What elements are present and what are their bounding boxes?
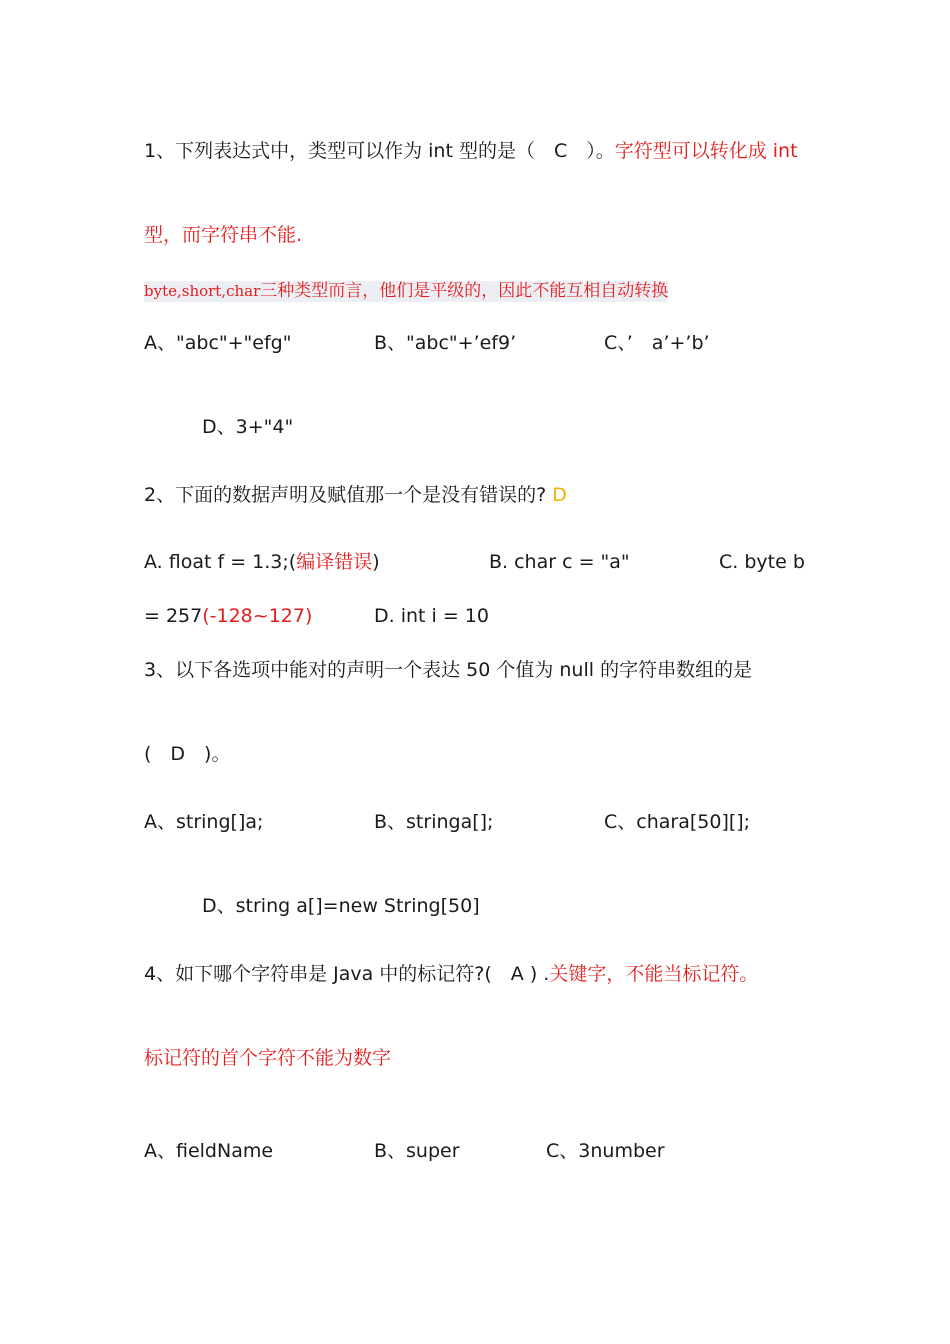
q4-note-a: 关键字，不能当标记符。 — [549, 963, 759, 985]
q2-opt-c-cont — [144, 604, 312, 628]
q1-stem: 1、下列表达式中，类型可以作为 int 型的是（ C ）。 — [144, 140, 615, 162]
q2-opt-a — [144, 550, 380, 574]
q1-hint-code: byte,short,char — [144, 282, 261, 300]
q3-answer: ( D )。 — [144, 743, 231, 765]
q2-opt-a-note: 编译错误 — [296, 551, 373, 573]
q2-opt-a-pre: A. float f = 1.3;( — [144, 551, 297, 573]
q2-answer: D — [552, 484, 567, 506]
q1-note-a: 字符型可以转化成 int — [614, 140, 798, 162]
q4-stem-line — [144, 962, 758, 986]
q3-opt-a: A、string[]a; — [144, 811, 264, 833]
q2-opt-c-pre: C. byte b — [719, 551, 805, 573]
q2-stem: 2、下面的数据声明及赋值那一个是没有错误的? — [144, 484, 547, 506]
q3-opt-b: B、stringa[]; — [374, 811, 494, 833]
q1-hint — [144, 278, 668, 303]
q2-opt-c-note: (-128~127) — [202, 605, 313, 627]
q1-opt-a: A、"abc"+"efg" — [144, 332, 292, 354]
q2-opt-c-value: = 257 — [144, 605, 203, 627]
q1-opt-b: B、"abc"+’ef9’ — [374, 332, 517, 354]
q4-note-b: 标记符的首个字符不能为数字 — [144, 1047, 392, 1069]
q1-opt-c: C、’ a’+’b’ — [604, 332, 710, 354]
q4-stem: 4、如下哪个字符串是 Java 中的标记符?( A ) . — [144, 963, 550, 985]
q3-opt-c: C、chara[50][]; — [604, 811, 751, 833]
q1-hint-text: 三种类型而言，他们是平级的，因此不能互相自动转换 — [260, 281, 669, 301]
q4-opt-a: A、fieldName — [144, 1140, 274, 1162]
q3-stem: 3、以下各选项中能对的声明一个表达 50 个值为 null 的字符串数组的是 — [144, 659, 753, 681]
q2-opt-d: D. int i = 10 — [374, 605, 489, 627]
q2-opt-b: B. char c = "a" — [489, 551, 630, 573]
q4-opt-b: B、super — [374, 1140, 460, 1162]
q3-opt-d: D、string a[]=new String[50] — [202, 895, 480, 917]
q1-opt-d: D、3+"4" — [202, 416, 294, 438]
q1-note-b: 型，而字符串不能. — [144, 224, 303, 246]
q4-opt-c: C、3number — [546, 1140, 665, 1162]
q2-stem-line — [144, 483, 567, 507]
q2-opt-a-post: ) — [372, 551, 380, 573]
q1-stem-line — [144, 139, 798, 163]
q1-hint-box — [144, 281, 668, 302]
